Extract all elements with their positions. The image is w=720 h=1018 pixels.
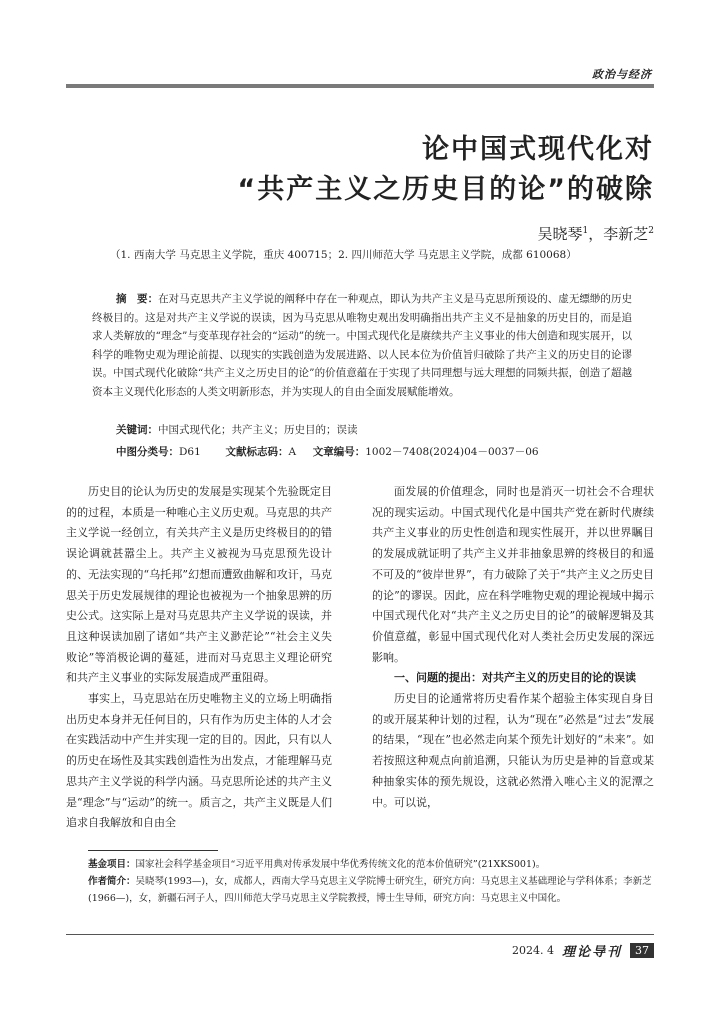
journal-name: 理论导刊 (561, 945, 622, 960)
keywords (116, 422, 358, 437)
bottom-rule (66, 934, 654, 935)
author-bio-label: 作者简介： (88, 876, 136, 887)
paragraph: 历史目的论认为历史的发展是实现某个先验既定目的的过程，本质是一种唯心主义历史观。马克思的共产主义学说一经创立，有关共产主义是历史终极目的的错误论调就甚嚣尘上。共产主义被视为马克思预先设计的、无法实现的“乌托邦”幻想而遭致曲解和攻讦，马克思关于历史发展规律的理论也被视为一个抽象思辨的历史公式。这实际上是对马克思共产主义学说的误读，并且这种误读加剧了诸如“共产主义渺茫论”“社会主义失败论”等消极论调的蔓延，进而对马克思主义理论研究和共产主义事业的实际发展造成严重阻碍。 (66, 485, 332, 685)
page-number: 37 (630, 943, 654, 958)
footnote (88, 856, 654, 907)
title-line-2: “共产主义之历史目的论”的破除 (237, 174, 654, 205)
author-2-mark: 2 (648, 226, 654, 236)
author-1-mark: 1 (582, 226, 589, 236)
page-footer (512, 941, 654, 960)
fund-note (88, 856, 654, 873)
doc-code-label: 文献标志码： (225, 446, 289, 458)
abstract-label: 摘 要： (116, 293, 159, 305)
abstract-text: 在对马克思共产主义学说的阐释中存在一种观点，即认为共产主义是马克思所预设的、虚无缥缈的历史终极目的。这是对共产主义学说的误读，因为马克思从唯物史观出发明确指出共产主义不是抽象的历史目的，而是追求人类解放的“理念”与变革现存社会的“运动”的统一。中国式现代化是赓续共产主义事业的伟大创造和现实展开，以科学的唯物史观为理论前提、以现实的实践创造为发展进路、以人民本位为价值旨归破除了共产主义的历史目的论谬误。中国式现代化破除“共产主义之历史目的论”的价值意蕴在于实现了共同理想与远大理想的同频共振，创造了超越资本主义现代化形态的人类文明新形态，并为实现人的自由全面发展赋能增效。 (92, 293, 632, 398)
paragraph: 面发展的价值理念，同时也是消灭一切社会不合理状况的现实运动。中国式现代化是中国共产党在新时代赓续共产主义事业的历史性创造和现实性展开，并以世界瞩目的发展成就证明了共产主义并非抽象思辨的终极目的和遥不可及的“彼岸世界”，有力破除了关于“共产主义之历史目的论”的谬误。因此，应在科学唯物史观的理论视域中揭示中国式现代化对“共产主义之历史目的论”的破解逻辑及其价值意蕴，彰显中国式现代化对人类社会历史发展的深远影响。 (372, 485, 654, 664)
title-line-1: 论中国式现代化对 (422, 134, 654, 165)
author-note (88, 873, 654, 907)
author-1: 吴晓琴 (537, 225, 583, 243)
keywords-label: 关键词： (116, 424, 158, 436)
paragraph: 历史目的论通常将历史看作某个超验主体实现自身目的或开展某种计划的过程，认为“现在”必然是“过去”发展的结果，“现在”也必然走向某个预先计划好的“未来”。如若按照这种观点向前追溯，只能认为历史是神的旨意或某种抽象实体的预先规设，这就必然滑入唯心主义的泥潭之中。可以说， (372, 692, 654, 809)
article-number-value: 1002－7408(2024)04－0037－06 (365, 446, 539, 458)
paragraph: 事实上，马克思站在历史唯物主义的立场上明确指出历史本身并无任何目的，只有作为历史主体的人才会在实践活动中产生并实现一定的目的。因此，只有以人的历史在场性及其实践创造性为出发点，才能理解马克思共产主义学说的科学内涵。马克思所论述的共产主义是“理念”与“运动”的统一。质言之，共产主义既是人们追求自我解放和自由全 (66, 692, 332, 830)
affiliation: （1. 西南大学 马克思主义学院，重庆 400715；2. 四川师范大学 马克思主义学院，成都 610068） (110, 249, 577, 261)
running-head: 政治与经济 (592, 68, 652, 81)
author-2: 李新芝 (603, 225, 649, 243)
body-column-left (66, 482, 332, 834)
top-rule (66, 84, 654, 88)
fund-text: 国家社会科学基金项目“习近平用典对传承发展中华优秀传统文化的范本价值研究”(21XKS001)。 (135, 859, 546, 870)
clc-value: D61 (179, 446, 201, 458)
clc-label: 中图分类号： (116, 446, 179, 458)
fund-label: 基金项目： (88, 859, 136, 870)
section-heading: 一、问题的提出：对共产主义的历史目的论的误读 (394, 671, 636, 685)
issue-label: 2024. 4 (511, 944, 554, 957)
authors (537, 223, 654, 244)
article-number-label: 文章编号： (312, 446, 366, 458)
author-separator: ， (588, 225, 604, 243)
author-bio-text: 吴晓琴(1993—)，女，成都人，西南大学马克思主义学院博士研究生，研究方向：马克思主义基础理论与学科体系；李新芝(1966—)，女，新疆石河子人，四川师范大学马克思主义学院教授，博士生导师，研究方向：马克思主义中国化。 (88, 876, 652, 904)
keywords-text: 中国式现代化；共产主义；历史目的；误读 (158, 424, 358, 436)
body-column-right (372, 482, 654, 813)
doc-code-value: A (288, 446, 297, 458)
classification-line (116, 444, 539, 459)
footnote-rule (88, 850, 218, 851)
abstract (92, 290, 632, 401)
